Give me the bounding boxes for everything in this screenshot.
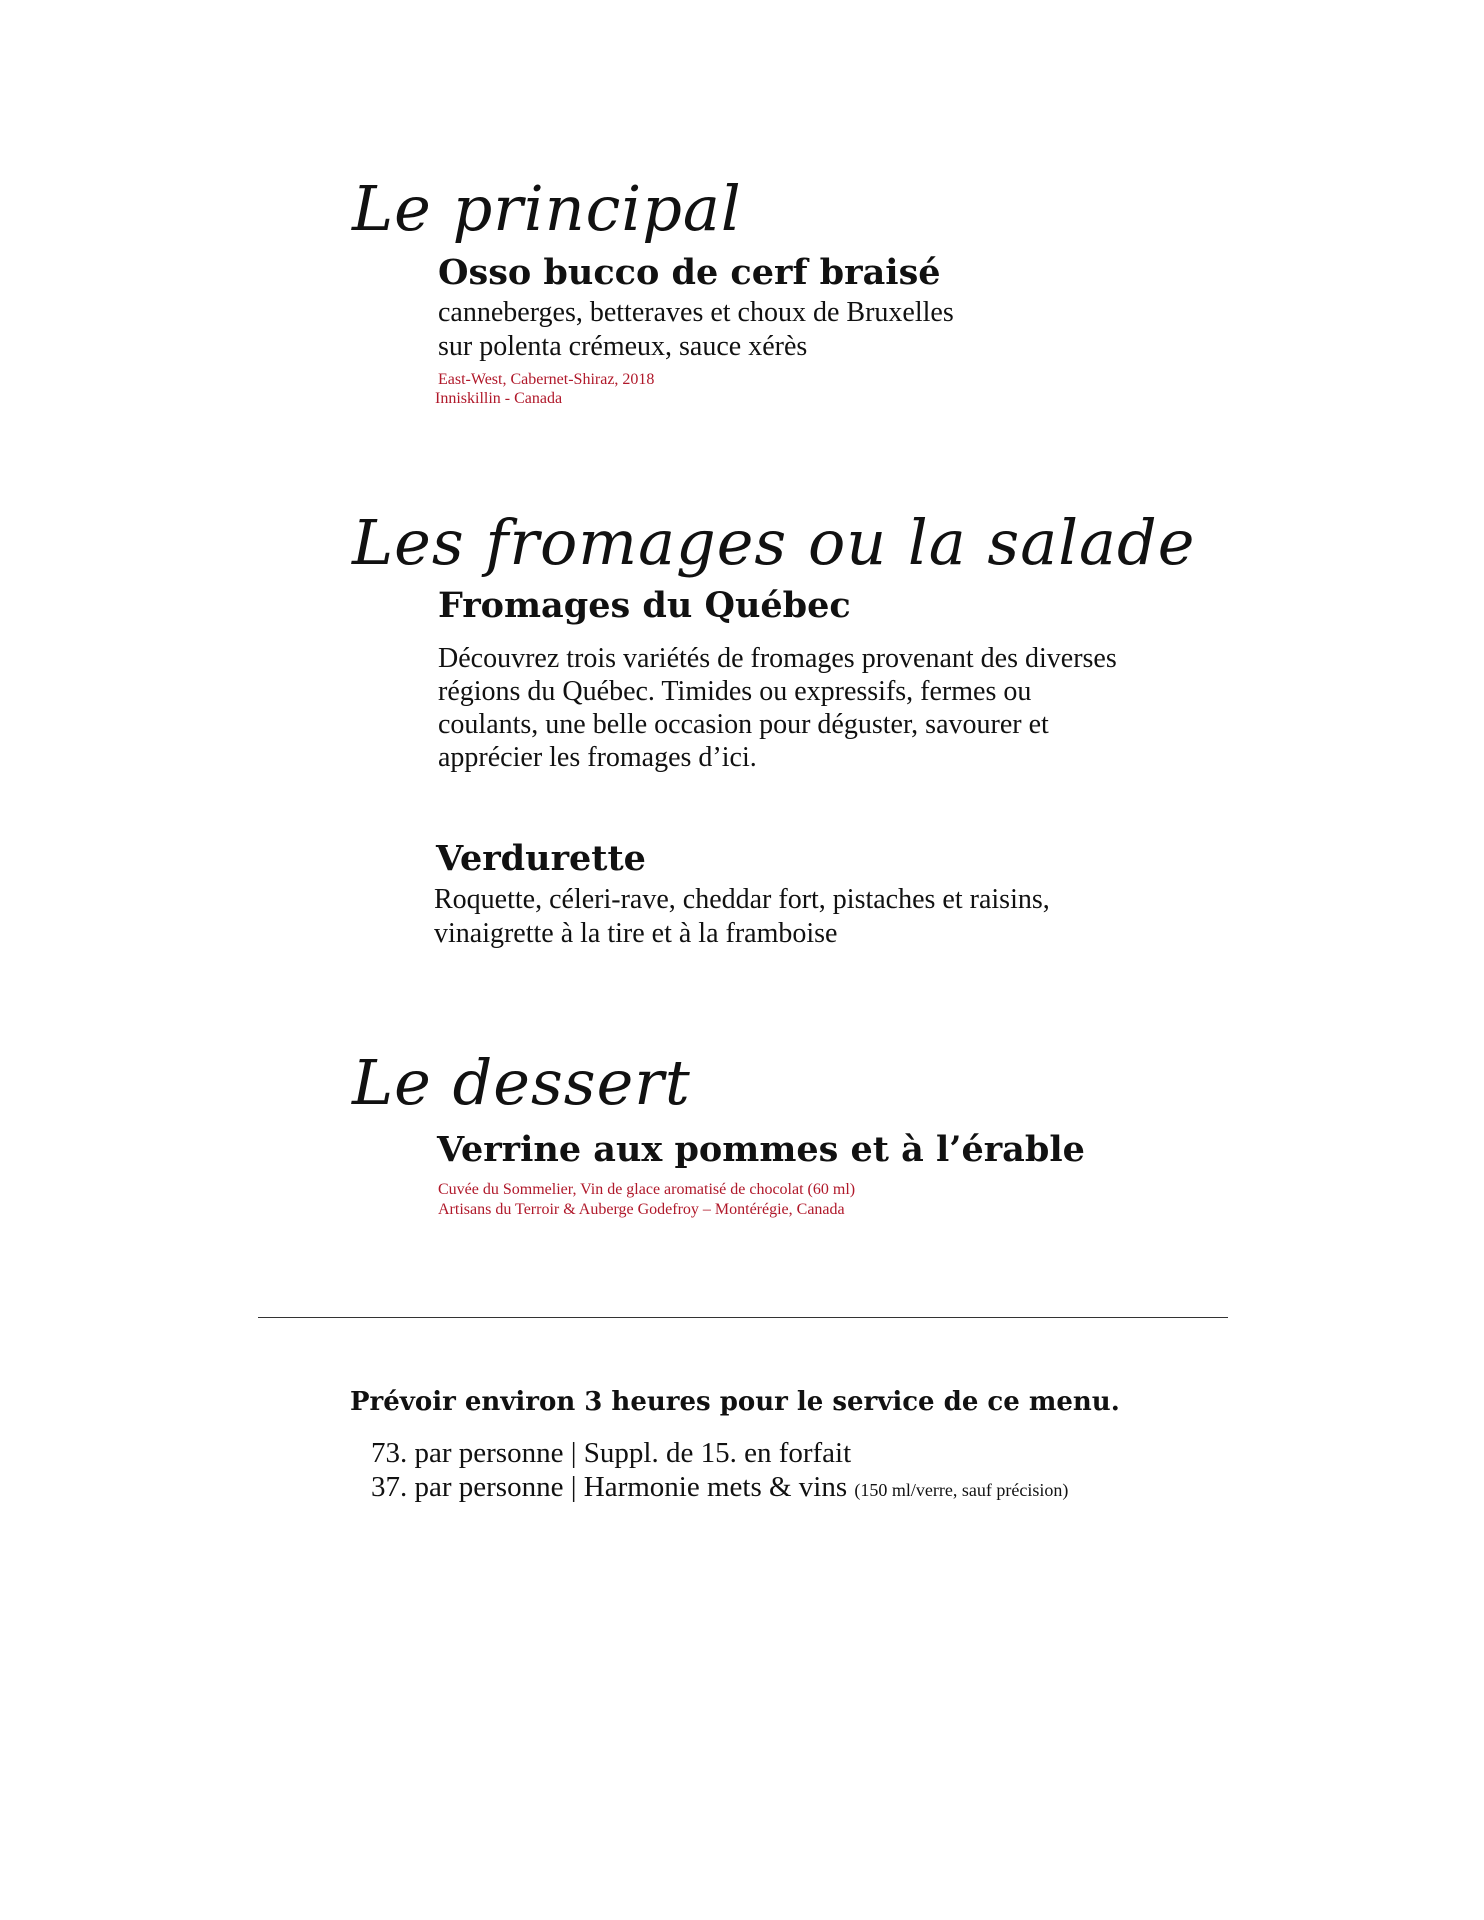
dish-title-fromages: Fromages du Québec	[438, 585, 851, 626]
price-line-menu: 73. par personne | Suppl. de 15. en forfait	[371, 1437, 852, 1469]
dish-description-line: apprécier les fromages d’ici.	[438, 742, 757, 773]
wine-pairing-line: Cuvée du Sommelier, Vin de glace aromatisé de chocolat (60 ml)	[438, 1181, 856, 1198]
wine-pairing-line: East-West, Cabernet-Shiraz, 2018	[438, 371, 655, 388]
price-pairing-detail: (150 ml/verre, sauf précision)	[854, 1480, 1069, 1500]
section-title-dessert: Le dessert	[352, 1046, 691, 1119]
dish-description-line: Découvrez trois variétés de fromages provenant des diverses	[438, 643, 1117, 674]
service-duration-note: Prévoir environ 3 heures pour le service de ce menu.	[350, 1387, 1120, 1417]
dish-description-line: sur polenta crémeux, sauce xérès	[438, 331, 808, 362]
dish-description-line: régions du Québec. Timides ou expressifs, fermes ou	[438, 676, 1032, 707]
dish-title-verrine: Verrine aux pommes et à l’érable	[437, 1129, 1085, 1170]
dish-title-verdurette: Verdurette	[436, 838, 646, 879]
dish-description-line: Roquette, céleri-rave, cheddar fort, pistaches et raisins,	[434, 884, 1050, 915]
dish-title-osso-bucco: Osso bucco de cerf braisé	[438, 252, 941, 293]
dish-description-line: canneberges, betteraves et choux de Bruxelles	[438, 297, 954, 328]
section-title-fromages: Les fromages ou la salade	[352, 506, 1196, 579]
wine-pairing-line: Artisans du Terroir & Auberge Godefroy – Montérégie, Canada	[438, 1201, 845, 1218]
wine-pairing-line: Inniskillin - Canada	[435, 390, 563, 407]
price-pairing-text: 37. par personne | Harmonie mets & vins	[371, 1471, 848, 1503]
horizontal-divider	[258, 1317, 1228, 1318]
price-line-pairing	[371, 1470, 1068, 1507]
section-title-principal: Le principal	[352, 172, 742, 245]
dish-description-line: coulants, une belle occasion pour déguster, savourer et	[438, 709, 1049, 740]
dish-description-line: vinaigrette à la tire et à la framboise	[434, 918, 838, 949]
